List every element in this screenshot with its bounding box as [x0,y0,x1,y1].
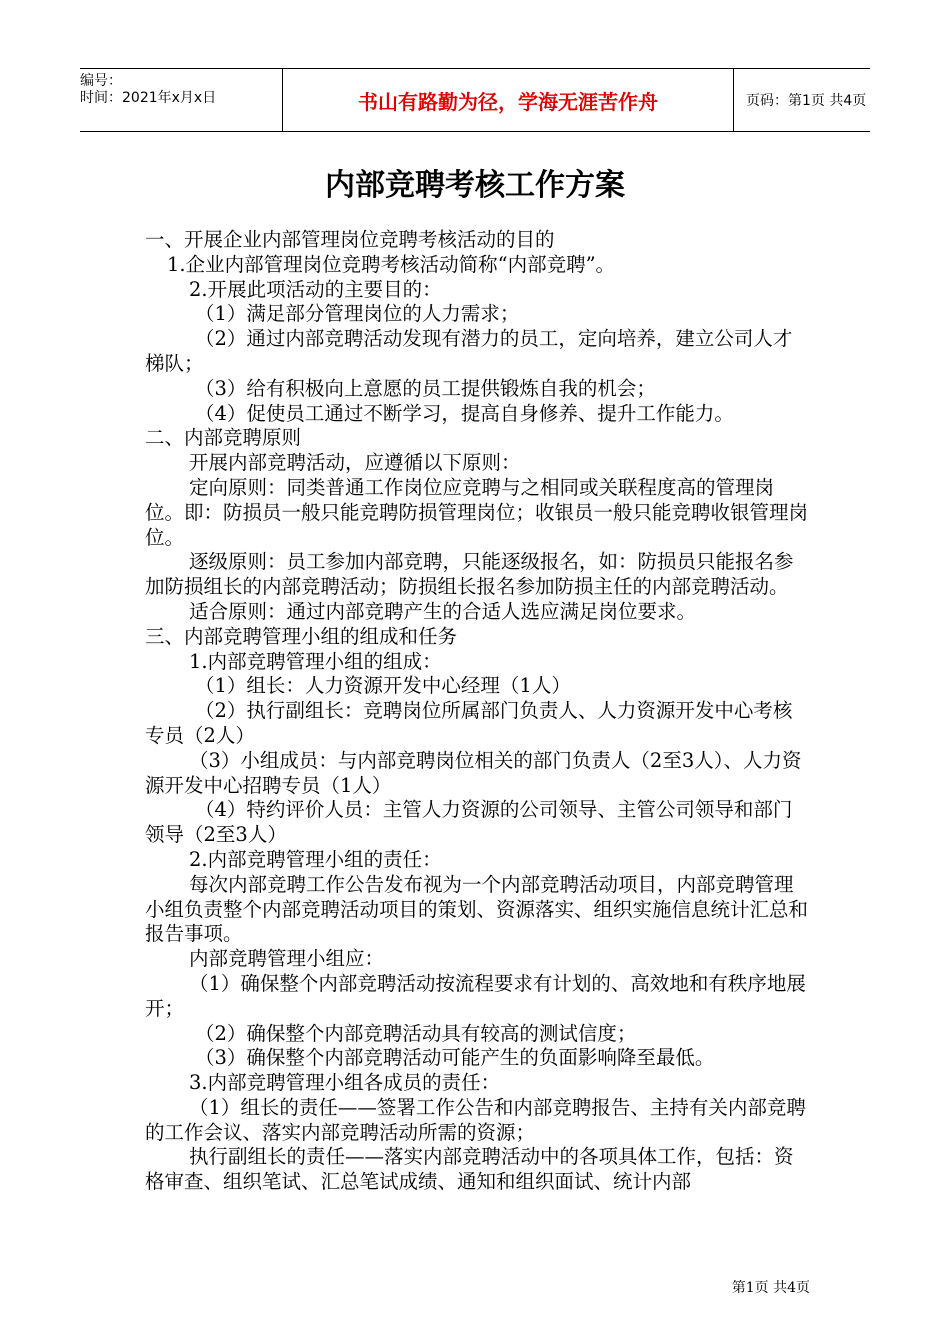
paragraph: 内部竞聘管理小组应： [189,947,385,971]
paragraph: 执行副组长的责任——落实内部竞聘活动中的各项具体工作，包括：资格审查、组织笔试、汇总笔试成绩、通知和组织面试、统计内部 [145,1145,794,1194]
paragraph: 1.内部竞聘管理小组的组成： [189,649,442,673]
paragraph: 每次内部竞聘工作公告发布视为一个内部竞聘活动项目，内部竞聘管理小组负责整个内部竞聘活动项目的策划、资源落实、组织实施信息统计汇总和报告事项。 [145,872,809,946]
list-item: （1）组长：人力资源开发中心经理（1人） [195,674,571,698]
paragraph: 2.开展此项活动的主要目的： [189,277,442,301]
paragraph: 定向原则：同类普通工作岗位应竞聘与之相同或关联程度高的管理岗位。即：防损员一般只能竞聘防损管理岗位；收银员一般只能竞聘收银管理岗位。 [145,475,809,549]
paragraph: 逐级原则：员工参加内部竞聘，只能逐级报名，如：防损员只能报名参加防损组长的内部竞聘活动；防损组长报名参加防损主任的内部竞聘活动。 [145,550,794,599]
section-heading: 二、内部竞聘原则 [145,426,302,450]
date-label: 时间：2021年x月x日 [80,90,217,106]
header-meta [80,69,280,135]
paragraph: 适合原则：通过内部竞聘产生的合适人选应满足岗位要求。 [189,599,697,623]
paragraph: 3.内部竞聘管理小组各成员的责任： [189,1071,501,1095]
page-header [80,68,870,132]
paragraph: 2.内部竞聘管理小组的责任： [189,847,442,871]
list-item: （1）满足部分管理岗位的人力需求； [195,302,520,326]
header-motto: 书山有路勤为径，学海无涯苦作舟 [282,69,734,131]
list-item: （1）确保整个内部竞聘活动按流程要求有计划的、高效地和有秩序地展开； [145,971,806,1020]
list-item: （2）执行副组长：竞聘岗位所属部门负责人、人力资源开发中心考核专员（2人） [145,699,793,747]
document-body [145,228,810,1195]
header-page-number: 页码：第1页 共4页 [746,93,867,109]
section-heading: 三、内部竞聘管理小组的组成和任务 [145,624,458,648]
list-item: （4）特约评价人员：主管人力资源的公司领导、主管公司领导和部门领导（2至3人） [145,798,793,847]
serial-label: 编号： [80,73,122,89]
list-item: （2）确保整个内部竞聘活动具有较高的测试信度； [195,1021,637,1045]
list-item: （3）确保整个内部竞聘活动可能产生的负面影响降至最低。 [195,1046,715,1070]
list-item: （2）通过内部竞聘活动发现有潜力的员工，定向培养，建立公司人才梯队； [145,327,793,375]
paragraph: 开展内部竞聘活动，应遵循以下原则： [189,451,521,475]
paragraph: 1.企业内部管理岗位竞聘考核活动简称“内部竞聘”。 [167,252,616,276]
page-footer: 第1页 共4页 [731,1280,810,1296]
list-item: （4）促使员工通过不断学习，提高自身修养、提升工作能力。 [195,401,734,425]
list-item: （3）小组成员：与内部竞聘岗位相关的部门负责人（2至3人）、人力资源开发中心招聘专员（1人） [145,748,802,797]
section-heading: 一、开展企业内部管理岗位竞聘考核活动的目的 [145,228,555,251]
list-item: （3）给有积极向上意愿的员工提供锻炼自我的机会； [195,376,656,400]
document-title: 内部竞聘考核工作方案 [325,168,625,203]
list-item: （1）组长的责任——签署工作公告和内部竞聘报告、主持有关内部竞聘的工作会议、落实内部竞聘活动所需的资源； [145,1095,806,1144]
